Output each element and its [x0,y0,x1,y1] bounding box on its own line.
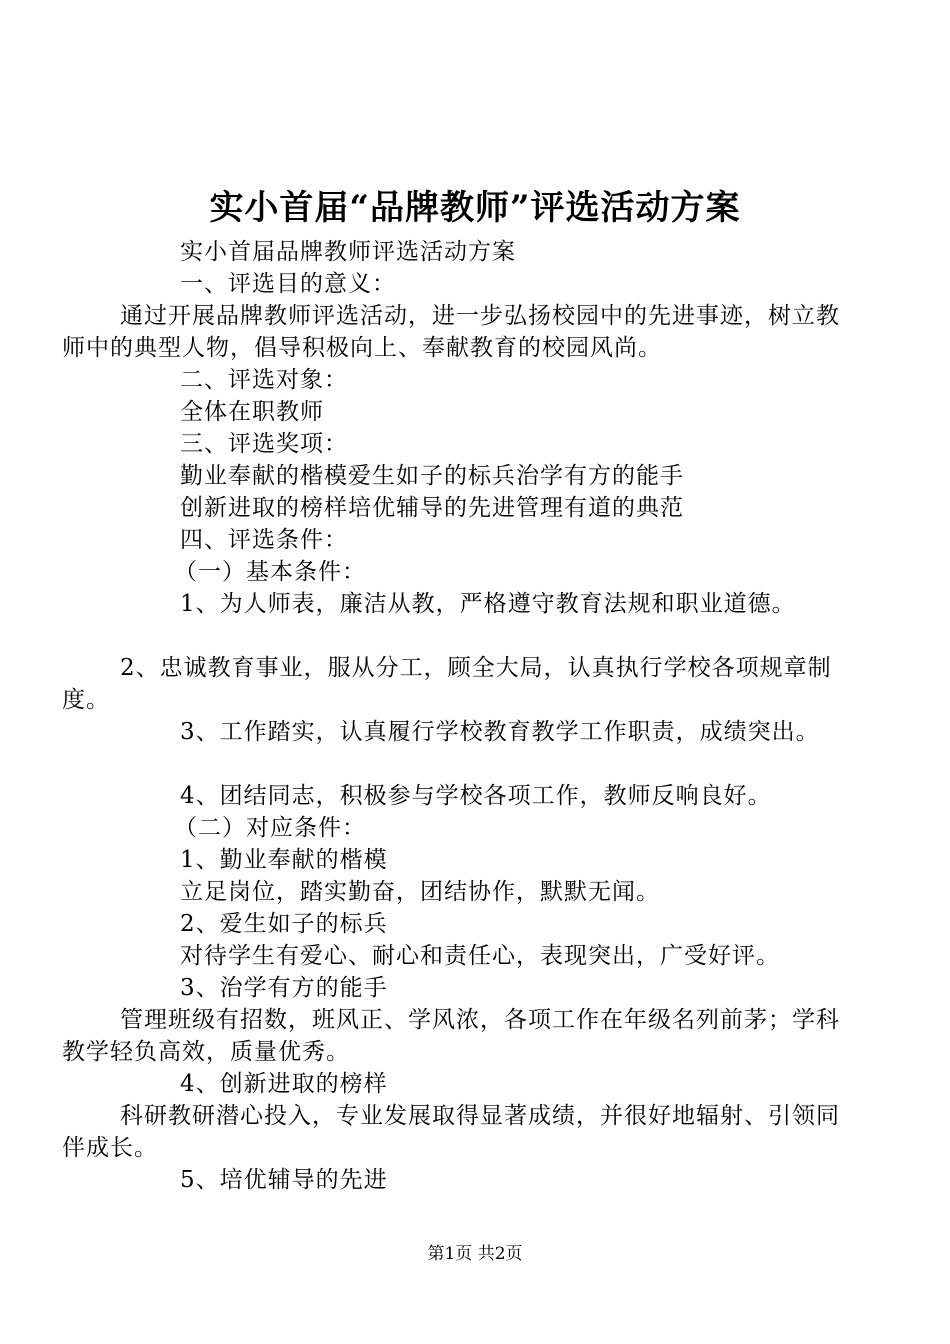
section-heading-target: 二、评选对象： [180,367,348,393]
specific-award-2-text: 对待学生有爱心、耐心和责任心，表现突出，广受好评。 [180,943,780,969]
document-body [62,236,842,1196]
specific-award-1-text: 立足岗位，踏实勤奋，团结协作，默默无闻。 [180,879,660,905]
specific-award-2-title: 2、爱生如子的标兵 [180,911,388,937]
paragraph-subtitle: 实小首届品牌教师评选活动方案 [180,239,516,265]
paragraph-target: 全体在职教师 [180,399,324,425]
section-heading-conditions: 四、评选条件： [180,527,348,553]
paragraph-awards-1: 勤业奉献的楷模爱生如子的标兵治学有方的能手 [180,463,684,489]
specific-award-4-text: 科研教研潜心投入，专业发展取得显著成绩，并很好地辐射、引领同伴成长。 [62,1103,840,1161]
specific-award-1-title: 1、勤业奉献的楷模 [180,847,388,873]
specific-award-5-title: 5、培优辅导的先进 [180,1167,388,1193]
specific-award-4-title: 4、创新进取的榜样 [180,1071,388,1097]
basic-condition-1: 1、为人师表，廉洁从教，严格遵守教育法规和职业道德。 [180,591,796,617]
basic-condition-2: 2、忠诚教育事业，服从分工，顾全大局，认真执行学校各项规章制度。 [62,655,832,713]
document-title: 实小首届“品牌教师”评选活动方案 [209,188,741,228]
basic-condition-3: 3、工作踏实，认真履行学校教育教学工作职责，成绩突出。 [180,719,820,745]
subsection-heading-basic: （一）基本条件： [174,559,366,585]
section-heading-purpose: 一、评选目的意义： [180,271,396,297]
section-heading-awards: 三、评选奖项： [180,431,348,457]
page-footer: 第1页 共2页 [427,1244,523,1264]
specific-award-3-text: 管理班级有招数，班风正、学风浓，各项工作在年级名列前茅；学科教学轻负高效，质量优秀。 [62,1007,840,1065]
subsection-heading-specific: （二）对应条件： [174,815,366,841]
specific-award-3-title: 3、治学有方的能手 [180,975,388,1001]
paragraph-awards-2: 创新进取的榜样培优辅导的先进管理有道的典范 [180,495,684,521]
basic-condition-4: 4、团结同志，积极参与学校各项工作，教师反响良好。 [180,783,772,809]
paragraph-purpose: 通过开展品牌教师评选活动，进一步弘扬校园中的先进事迹，树立教师中的典型人物，倡导积极向上、奉献教育的校园风尚。 [62,303,840,361]
